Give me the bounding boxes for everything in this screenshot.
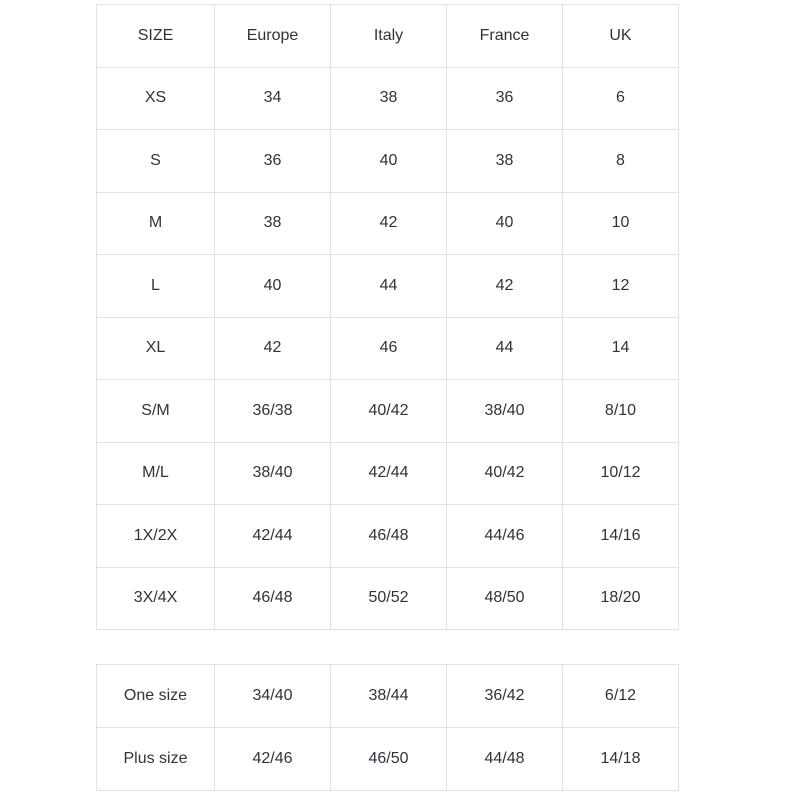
cell-europe: 42/46 xyxy=(215,728,331,791)
cell-italy: 44 xyxy=(331,255,447,318)
column-header-uk: UK xyxy=(563,5,679,68)
cell-europe: 36/38 xyxy=(215,380,331,443)
cell-italy: 42/44 xyxy=(331,442,447,505)
cell-uk: 14/16 xyxy=(563,505,679,568)
table-row xyxy=(97,728,679,791)
column-header-italy: Italy xyxy=(331,5,447,68)
cell-france: 42 xyxy=(447,255,563,318)
table-row xyxy=(97,505,679,568)
table-row xyxy=(97,192,679,255)
cell-france: 44/48 xyxy=(447,728,563,791)
row-label: M/L xyxy=(97,442,215,505)
row-label: S xyxy=(97,130,215,193)
cell-france: 44 xyxy=(447,317,563,380)
column-header-france: France xyxy=(447,5,563,68)
cell-europe: 38/40 xyxy=(215,442,331,505)
table-row xyxy=(97,380,679,443)
column-header-size: SIZE xyxy=(97,5,215,68)
secondary-size-table-container xyxy=(96,664,678,791)
main-size-table xyxy=(96,4,679,630)
cell-europe: 42 xyxy=(215,317,331,380)
cell-europe: 36 xyxy=(215,130,331,193)
row-label: S/M xyxy=(97,380,215,443)
row-label: One size xyxy=(97,665,215,728)
cell-france: 48/50 xyxy=(447,567,563,630)
cell-uk: 8/10 xyxy=(563,380,679,443)
cell-france: 44/46 xyxy=(447,505,563,568)
row-label: 3X/4X xyxy=(97,567,215,630)
cell-italy: 46/48 xyxy=(331,505,447,568)
main-size-table-container xyxy=(96,4,678,630)
cell-italy: 46 xyxy=(331,317,447,380)
cell-france: 36/42 xyxy=(447,665,563,728)
cell-europe: 42/44 xyxy=(215,505,331,568)
cell-france: 38 xyxy=(447,130,563,193)
table-row xyxy=(97,442,679,505)
cell-italy: 40/42 xyxy=(331,380,447,443)
row-label: L xyxy=(97,255,215,318)
cell-uk: 8 xyxy=(563,130,679,193)
row-label: XL xyxy=(97,317,215,380)
cell-france: 38/40 xyxy=(447,380,563,443)
cell-europe: 38 xyxy=(215,192,331,255)
row-label: XS xyxy=(97,67,215,130)
cell-europe: 34/40 xyxy=(215,665,331,728)
cell-europe: 34 xyxy=(215,67,331,130)
row-label: 1X/2X xyxy=(97,505,215,568)
column-header-europe: Europe xyxy=(215,5,331,68)
table-header-row xyxy=(97,5,679,68)
secondary-table-body xyxy=(97,665,679,791)
table-row xyxy=(97,67,679,130)
cell-italy: 40 xyxy=(331,130,447,193)
table-row xyxy=(97,255,679,318)
row-label: M xyxy=(97,192,215,255)
table-row xyxy=(97,567,679,630)
cell-uk: 12 xyxy=(563,255,679,318)
cell-uk: 6/12 xyxy=(563,665,679,728)
main-table-body xyxy=(97,67,679,630)
cell-france: 40 xyxy=(447,192,563,255)
cell-europe: 46/48 xyxy=(215,567,331,630)
table-row xyxy=(97,665,679,728)
cell-france: 36 xyxy=(447,67,563,130)
cell-europe: 40 xyxy=(215,255,331,318)
cell-italy: 38 xyxy=(331,67,447,130)
cell-france: 40/42 xyxy=(447,442,563,505)
cell-uk: 14/18 xyxy=(563,728,679,791)
cell-uk: 18/20 xyxy=(563,567,679,630)
table-row xyxy=(97,317,679,380)
cell-uk: 10 xyxy=(563,192,679,255)
table-row xyxy=(97,130,679,193)
cell-italy: 46/50 xyxy=(331,728,447,791)
cell-italy: 42 xyxy=(331,192,447,255)
row-label: Plus size xyxy=(97,728,215,791)
cell-italy: 38/44 xyxy=(331,665,447,728)
cell-uk: 14 xyxy=(563,317,679,380)
cell-uk: 6 xyxy=(563,67,679,130)
cell-uk: 10/12 xyxy=(563,442,679,505)
main-table-head xyxy=(97,5,679,68)
secondary-size-table xyxy=(96,664,679,791)
cell-italy: 50/52 xyxy=(331,567,447,630)
